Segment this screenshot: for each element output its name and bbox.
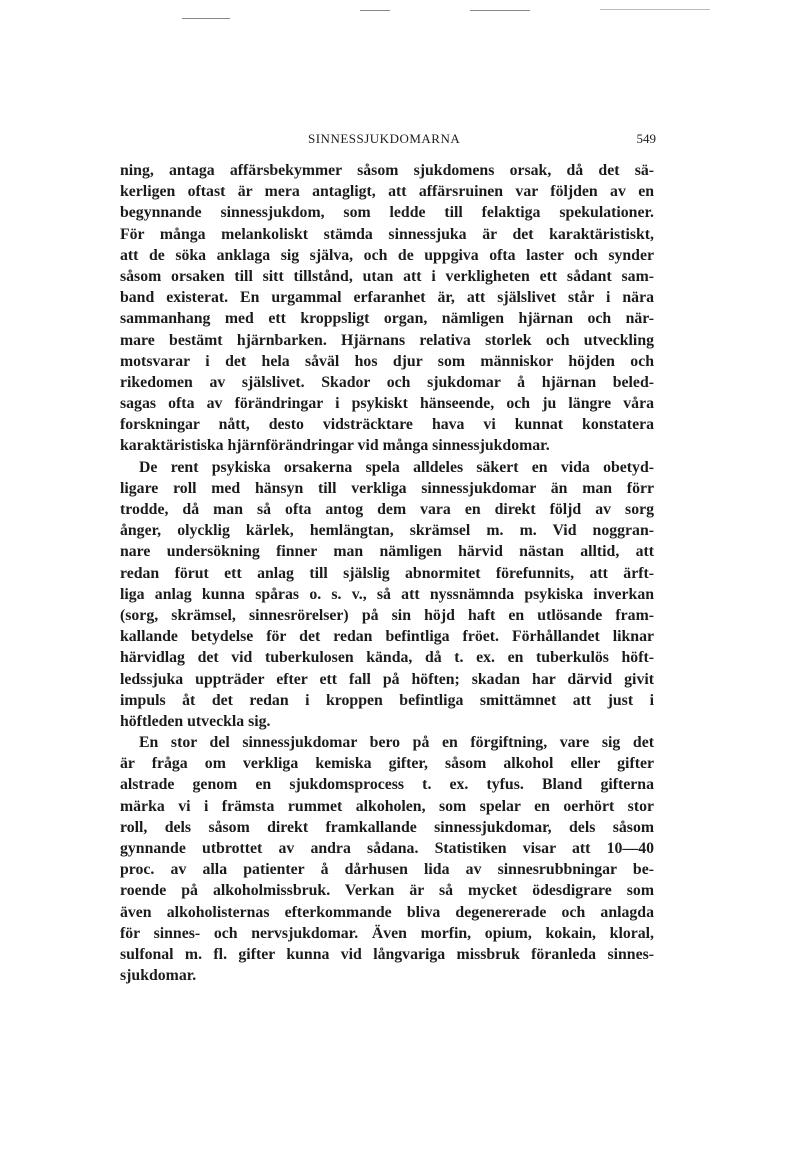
text-line: redan förut ett anlag till själslig abnormitet förefunnits, att ärft-	[120, 564, 654, 582]
text-line: band existerat. En urgammal erfaranhet är, att själslivet står i nära	[120, 289, 654, 307]
text-line: impuls åt det redan i kroppen befintliga smittämnet att just i	[120, 691, 654, 709]
text-line: ledssjuka uppträder efter ett fall på höften; skadan har därvid givit	[120, 670, 654, 688]
running-head	[130, 131, 660, 151]
text-line: även alkoholisternas efterkommande bliva degenererade och anlagda	[120, 903, 654, 921]
text-line: sjukdomar.	[120, 967, 197, 985]
text-line: motsvarar i det hela såväl hos djur som människor höjden och	[120, 352, 654, 370]
text-line: mare bestämt hjärnbarken. Hjärnans relativa storlek och utveckling	[120, 331, 654, 349]
text-line: begynnande sinnessjukdom, som ledde till felaktiga spekulationer.	[120, 204, 654, 222]
running-title: SINNESSJUKDOMARNA	[308, 131, 461, 146]
text-line: forskningar nått, desto vidsträcktare hava vi kunnat konstatera	[120, 416, 654, 434]
text-line: såsom orsaken till sitt tillstånd, utan att i verkligheten ett sådant sam-	[120, 267, 654, 285]
text-line: En stor del sinnessjukdomar bero på en förgiftning, vare sig det	[139, 734, 654, 752]
text-line: ånger, olycklig kärlek, hemlängtan, skrämsel m. m. Vid noggran-	[120, 522, 654, 540]
text-line: rikedomen av själslivet. Skador och sjukdomar å hjärnan beled-	[120, 373, 654, 391]
scan-artifact-line	[182, 18, 230, 19]
scan-artifact-line	[360, 10, 390, 11]
text-line: gynnande utbrottet av andra sådana. Statistiken visar att 10—40	[120, 840, 654, 857]
text-line: att de söka anklaga sig själva, och de uppgiva ofta laster och synder	[120, 246, 654, 264]
text-line: sulfonal m. fl. gifter kunna vid långvariga missbruk föranleda sinnes-	[120, 945, 654, 963]
text-line: karaktäristiska hjärnförändringar vid många sinnessjukdomar.	[120, 437, 550, 455]
paragraph	[120, 160, 654, 457]
text-line: märka vi i främsta rummet alkoholen, som spelar en oerhört stor	[120, 797, 654, 815]
paragraph	[120, 732, 654, 986]
text-line: proc. av alla patienter å dårhusen lida av sinnesrubbningar be-	[120, 861, 654, 879]
text-line: För många melankoliskt stämda sinnessjuka är det karaktäristiskt,	[120, 225, 654, 243]
text-line: höftleden utveckla sig.	[120, 712, 271, 730]
text-line: roll, dels såsom direkt framkallande sinnessjukdomar, dels såsom	[120, 818, 654, 836]
text-line: är fråga om verkliga kemiska gifter, såsom alkohol eller gifter	[120, 755, 654, 773]
text-line: (sorg, skrämsel, sinnesrörelser) på sin höjd haft en utlösande fram-	[120, 606, 654, 624]
scan-artifact-line	[470, 10, 530, 11]
text-line: ligare roll med hänsyn till verkliga sinnessjukdomar än man förr	[120, 479, 654, 497]
text-line: trodde, då man så ofta antog dem vara en direkt följd av sorg	[120, 501, 654, 518]
text-line: liga anlag kunna spåras o. s. v., så att nyssnämnda psykiska inverkan	[120, 585, 654, 603]
scan-artifact-line	[600, 9, 710, 10]
paragraph	[120, 457, 654, 732]
text-line: ning, antaga affärsbekymmer såsom sjukdomens orsak, då det sä-	[120, 162, 654, 179]
text-line: De rent psykiska orsakerna spela alldeles säkert en vida obetyd-	[139, 458, 654, 476]
text-line: nare undersökning finner man nämligen härvid nästan alltid, att	[120, 543, 654, 561]
text-line: sagas ofta av förändringar i psykiskt hänseende, och ju längre våra	[120, 395, 654, 413]
text-line: kallande betydelse för det redan befintliga fröet. Förhållandet liknar	[120, 628, 654, 646]
body-text	[120, 160, 654, 986]
text-line: sammanhang med ett kroppsligt organ, nämligen hjärnan och när-	[120, 310, 654, 328]
text-line: roende på alkoholmissbruk. Verkan är så mycket ödesdigrare som	[120, 882, 654, 900]
text-line: för sinnes- och nervsjukdomar. Även morfin, opium, kokain, kloral,	[120, 924, 654, 942]
text-line: härvidlag det vid tuberkulosen kända, då t. ex. en tuberkulös höft-	[120, 649, 654, 667]
text-line: alstrade genom en sjukdomsprocess t. ex. tyfus. Bland gifterna	[120, 776, 654, 794]
page-number: 549	[636, 131, 656, 146]
text-line: kerligen oftast är mera antagligt, att affärsruinen var följden av en	[120, 183, 654, 201]
